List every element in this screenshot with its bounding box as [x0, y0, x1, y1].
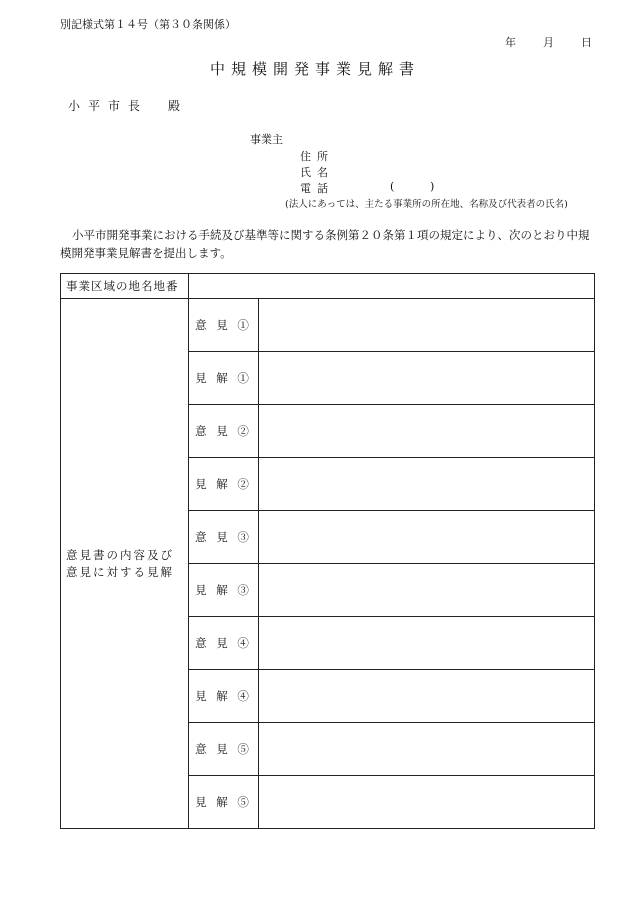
area-label: 事業区域の地名地番 — [61, 274, 189, 299]
row-label: 意 見 ④ — [189, 617, 259, 670]
content-label-line2: 意見に対する見解 — [66, 564, 174, 579]
row-label: 意 見 ③ — [189, 511, 259, 564]
applicant-heading: 事業主 — [250, 133, 283, 146]
table-row — [61, 299, 595, 352]
row-field[interactable] — [259, 670, 595, 723]
row-field[interactable] — [259, 405, 595, 458]
row-label: 見 解 ④ — [189, 670, 259, 723]
opinion-table — [60, 273, 595, 829]
row-label: 見 解 ⑤ — [189, 776, 259, 829]
address-label: 住所 — [300, 150, 334, 163]
applicant-name-row — [300, 164, 340, 180]
date-day: 日 — [581, 36, 592, 49]
row-field[interactable] — [259, 564, 595, 617]
row-field[interactable] — [259, 299, 595, 352]
form-number: 別記様式第１４号（第３０条関係） — [60, 18, 236, 31]
row-label: 見 解 ① — [189, 352, 259, 405]
row-label: 見 解 ② — [189, 458, 259, 511]
row-label: 意 見 ② — [189, 405, 259, 458]
row-field[interactable] — [259, 458, 595, 511]
document-title: 中規模開発事業見解書 — [209, 60, 420, 78]
date-month: 月 — [543, 36, 554, 49]
date-year: 年 — [505, 36, 516, 49]
phone-label: 電話 — [300, 182, 334, 195]
area-field[interactable] — [189, 274, 595, 299]
row-label: 意 見 ⑤ — [189, 723, 259, 776]
row-field[interactable] — [259, 511, 595, 564]
addressee: 小平市長 殿 — [68, 99, 189, 113]
phone-paren-open: ( — [390, 180, 395, 193]
applicant-phone-row — [300, 180, 340, 196]
row-label: 見 解 ③ — [189, 564, 259, 617]
row-field[interactable] — [259, 776, 595, 829]
content-label — [61, 299, 189, 829]
body-text: 小平市開発事業における手続及び基準等に関する条例第２０条第１項の規定により、次のとおり中規模開発事業見解書を提出します。 — [60, 228, 590, 260]
content-label-line1: 意見書の内容及び — [66, 547, 174, 562]
phone-paren-close: ) — [430, 180, 435, 193]
area-row — [61, 274, 595, 299]
corporate-note: (法人にあっては、主たる事業所の所在地、名称及び代表者の氏名) — [285, 199, 568, 210]
row-label: 意 見 ① — [189, 299, 259, 352]
row-field[interactable] — [259, 352, 595, 405]
row-field[interactable] — [259, 617, 595, 670]
applicant-address-row — [300, 148, 340, 164]
name-label: 氏名 — [300, 166, 334, 179]
row-field[interactable] — [259, 723, 595, 776]
